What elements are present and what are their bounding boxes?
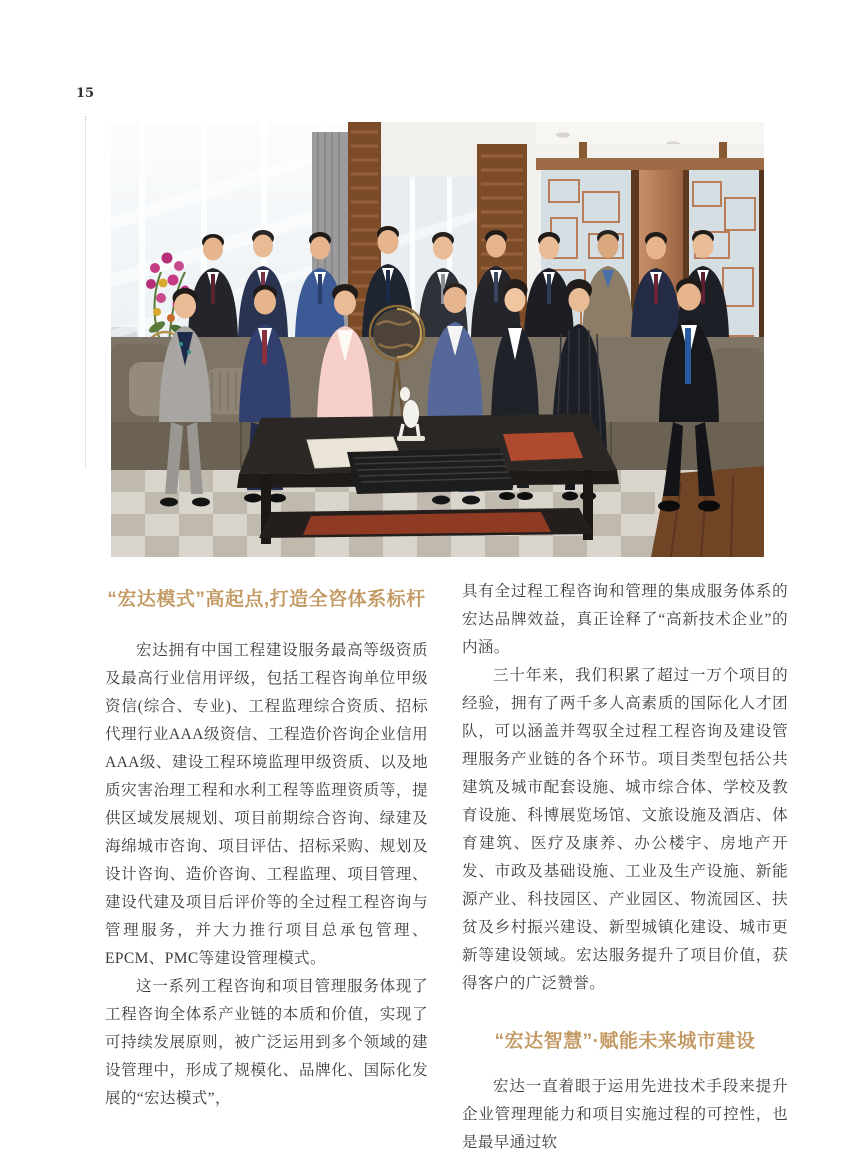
- paragraph-brand-benefit: 具有全过程工程咨询和管理的集成服务体系的宏达品牌效益，真正诠释了“高新技术企业”的内涵。: [462, 583, 788, 656]
- page-number: 15: [76, 86, 95, 101]
- section-heading-hongda-wisdom: “宏达智慧”·赋能未来城市建设: [494, 1031, 756, 1052]
- left-column: [105, 584, 428, 1113]
- group-photo: [111, 122, 764, 557]
- paragraph-technology: 宏达一直着眼于运用先进技术手段来提升企业管理理能力和项目实施过程的可控性，也是最早通过软: [462, 1078, 788, 1151]
- paragraph-qualifications: 宏达拥有中国工程建设服务最高等级资质及最高行业信用评级，包括工程咨询单位甲级资信(综合、专业)、工程监理综合资质、招标代理行业AAA级资信、工程造价咨询企业信用AAA级、建设工程环境监理甲级资质、以及地质灾害治理工程和水利工程等监理资质等，提供区域发展规划、项目前期综合咨询、绿建及海绵城市咨询、项目评估、招标采购、规划及设计咨询、造价咨询、工程监理、项目管理、建设代建及项目后评价等的全过程工程咨询与管理服务，并大力推行项目总承包管理、EPCM、PMC等建设管理模式。: [105, 642, 428, 967]
- group-photo-illustration: [111, 122, 764, 557]
- right-column: [462, 578, 788, 1157]
- margin-dotted-rule: [85, 116, 86, 468]
- section-heading-hongda-model: “宏达模式”高起点,打造全咨体系标杆: [107, 589, 426, 610]
- paragraph-service-chain: 这一系列工程咨询和项目管理服务体现了工程咨询全体系产业链的本质和价值，实现了可持续发展原则，被广泛运用到多个领域的建设管理中，形成了规模化、品牌化、国际化发展的“宏达模式”，: [105, 978, 428, 1107]
- paragraph-thirty-years: 三十年来，我们积累了超过一万个项目的经验，拥有了两千多人高素质的国际化人才团队，可以涵盖并驾驭全过程工程咨询及建设管理服务产业链的各个环节。项目类型包括公共建筑及城市配套设施、城市综合体、学校及教育设施、科博展览场馆、文旅设施及酒店、体育建筑、医疗及康养、办公楼宇、房地产开发、市政及基础设施、工业及生产设施、新能源产业、科技园区、产业园区、物流园区、扶贫及乡村振兴建设、新型城镇化建设、城市更新等建设领域。宏达服务提升了项目价值，获得客户的广泛赞誉。: [462, 667, 788, 992]
- red-tray: [503, 432, 583, 461]
